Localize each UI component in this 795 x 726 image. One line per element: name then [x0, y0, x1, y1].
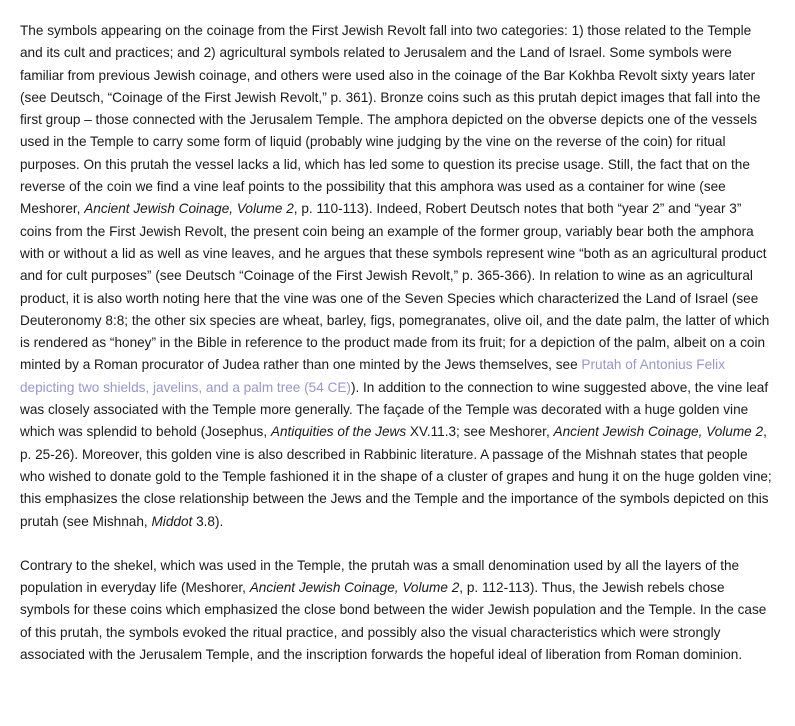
tractate-title: Middot — [151, 513, 193, 529]
prutah-antonius-felix-link[interactable]: Prutah of Antonius Felix depicting two shields, javelins, and a palm tree (54 CE) — [20, 357, 725, 395]
paragraph-prutah-denomination — [20, 555, 772, 666]
book-title: Antiquities of the Jews — [270, 424, 407, 440]
book-title: Ancient Jewish Coinage, Volume 2 — [553, 424, 764, 440]
book-title: Ancient Jewish Coinage, Volume 2 — [84, 201, 294, 217]
text-run: , p. 110-113). Indeed, Robert Deutsch notes that both “year 2” and “year 3” coins from the First Jewish Revolt, the present coin being an example of the former group, variably bear both the amphora with or without a lid as well as vine leaves, and he argues that these symbols represent wine “both as an agricultural product and for cult purposes” (see Deutsch “Coinage of the First Jewish Revolt,” p. 365-366). In relation to wine as an agricultural product, it is also worth noting here that the vine was one of the Seven Species which characterized the Land of Israel (see Deuteronomy 8:8; the other six species are wheat, barley, figs, pomegranates, olive oil, and the date palm, the latter of which is rendered as “honey” in the Bible in reference to the product made from its fruit; for a depiction of the palm, albeit on a coin minted by a Roman procurator of Judea rather than one minted by the Jews themselves, see — [20, 201, 770, 373]
article-body — [20, 20, 772, 666]
book-title: Ancient Jewish Coinage, Volume 2 — [249, 580, 460, 596]
text-run: XV.11.3; see Meshorer, — [406, 424, 554, 440]
text-run: , p. 112-113). Thus, the Jewish rebels chose symbols for these coins which emphasized the close bond between the wider Jewish population and the Temple. In the case of this prutah, the symbols evoked the ritual practice, and possibly also the visual characteristics which were strongly associated with the Jerusalem Temple, and the inscription forwards the hopeful ideal of liberation from Roman dominion. — [20, 580, 767, 663]
text-run: Contrary to the shekel, which was used in the Temple, the prutah was a small denomination used by all the layers of the population in everyday life (Meshorer, — [20, 557, 740, 596]
text-run: The symbols appearing on the coinage from the First Jewish Revolt fall into two categories: 1) those related to the Temple and its cult and practices; and 2) agricultural symbols related to Jerusalem and the Land of Israel. Some symbols were familiar from previous Jewish coinage, and others were used also in the coinage of the Bar Kokhba Revolt sixty years later (see Deutsch, “Coinage of the First Jewish Revolt,” p. 361). Bronze coins such as this prutah depict images that fall into the first group – those connected with the Jerusalem Temple. The amphora depicted on the obverse depicts one of the vessels used in the Temple to carry some form of liquid (probably wine judging by the vine on the reverse of the coin) for ritual purposes. On this prutah the vessel lacks a lid, which has led some to question its precise usage. Still, the fact that on the reverse of the coin we find a vine leaf points to the possibility that this amphora was used as a container for wine (see Meshorer, — [20, 23, 761, 217]
paragraph-symbols — [20, 20, 772, 533]
text-run: ). In addition to the connection to wine suggested above, the vine leaf was closely associated with the Temple more generally. The façade of the Temple was decorated with a huge golden vine which was splendid to behold (Josephus, — [20, 379, 769, 440]
text-run: , p. 25-26). Moreover, this golden vine is also described in Rabbinic literature. A passage of the Mishnah states that people who wished to donate gold to the Temple fashioned it in the shape of a cluster of grapes and hung it on the huge golden vine; this emphasizes the close relationship between the Jews and the Temple and the importance of the symbols depicted on this prutah (see Mishnah, — [20, 424, 772, 529]
text-run: 3.8). — [192, 513, 224, 529]
